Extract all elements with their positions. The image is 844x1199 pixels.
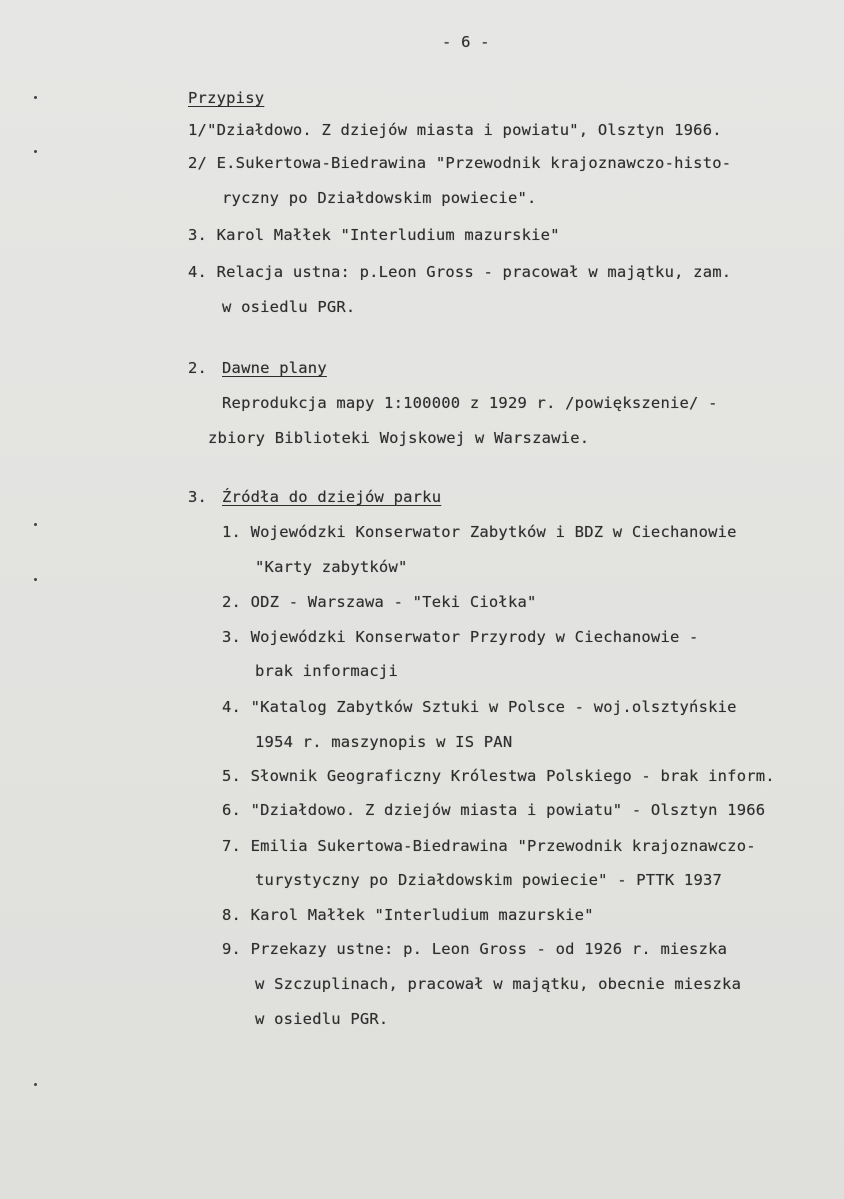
section-heading-przypisy: Przypisy	[188, 89, 265, 107]
source-line: 2. ODZ - Warszawa - "Teki Ciołka"	[222, 593, 537, 611]
source-line: 1954 r. maszynopis w IS PAN	[255, 733, 513, 751]
footnote-line: ryczny po Działdowskim powiecie".	[222, 189, 537, 207]
source-line: brak informacji	[255, 662, 398, 680]
section-number: 2.	[188, 359, 208, 377]
footnote-line: 4. Relacja ustna: p.Leon Gross - pracował w majątku, zam.	[188, 263, 732, 281]
footnote-line: 3. Karol Małłek "Interludium mazurskie"	[188, 226, 560, 244]
source-line: 6. "Działdowo. Z dziejów miasta i powiatu" - Olsztyn 1966	[222, 801, 766, 819]
page-number: - 6 -	[442, 33, 490, 51]
source-line: "Karty zabytków"	[255, 558, 408, 576]
section-text-line: zbiory Biblioteki Wojskowej w Warszawie.	[208, 429, 590, 447]
footnote-line: 2/ E.Sukertowa-Biedrawina "Przewodnik krajoznawczo-histo-	[188, 154, 732, 172]
source-line: 5. Słownik Geograficzny Królestwa Polskiego - brak inform.	[222, 767, 775, 785]
section-text-line: Reprodukcja mapy 1:100000 z 1929 r. /powiększenie/ -	[222, 394, 718, 412]
margin-speck	[34, 96, 37, 99]
margin-speck	[34, 578, 37, 581]
source-line: 9. Przekazy ustne: p. Leon Gross - od 1926 r. mieszka	[222, 940, 728, 958]
source-line: 7. Emilia Sukertowa-Biedrawina "Przewodnik krajoznawczo-	[222, 837, 756, 855]
source-line: w Szczuplinach, pracował w majątku, obecnie mieszka	[255, 975, 742, 993]
source-line: 3. Wojewódzki Konserwator Przyrody w Ciechanowie -	[222, 628, 699, 646]
section-heading-zrodla: Źródła do dziejów parku	[222, 488, 442, 506]
section-number: 3.	[188, 488, 208, 506]
source-line: turystyczny po Działdowskim powiecie" - PTTK 1937	[255, 871, 723, 889]
source-line: 8. Karol Małłek "Interludium mazurskie"	[222, 906, 594, 924]
source-line: 4. "Katalog Zabytków Sztuki w Polsce - woj.olsztyńskie	[222, 698, 737, 716]
margin-speck	[34, 150, 37, 153]
source-line: w osiedlu PGR.	[255, 1010, 389, 1028]
source-line: 1. Wojewódzki Konserwator Zabytków i BDZ w Ciechanowie	[222, 523, 737, 541]
footnote-line: 1/"Działdowo. Z dziejów miasta i powiatu", Olsztyn 1966.	[188, 121, 722, 139]
footnote-line: w osiedlu PGR.	[222, 298, 356, 316]
section-heading-dawne-plany: Dawne plany	[222, 359, 327, 377]
margin-speck	[34, 1083, 37, 1086]
margin-speck	[34, 523, 37, 526]
